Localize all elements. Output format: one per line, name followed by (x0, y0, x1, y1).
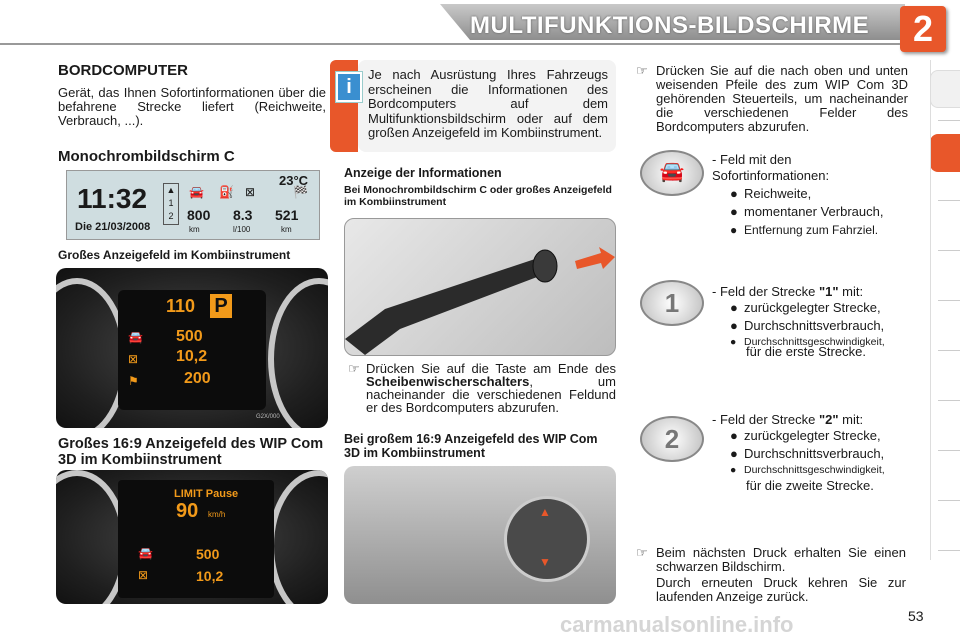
photo-code: G2X/000 (256, 414, 280, 420)
field1-item-text: Entfernung zum Fahrziel. (744, 223, 879, 237)
field1-item: ● momentaner Verbrauch, (730, 204, 884, 219)
field2-tail: für die erste Strecke. (746, 344, 866, 359)
wip-heading-left: Großes 16:9 Anzeigefeld des WIP Com 3D im Kombiinstrument (58, 436, 324, 468)
field3-item-text: Durchschnittsverbrauch, (744, 446, 885, 461)
lcd-screen (118, 290, 266, 410)
tab-divider (938, 500, 960, 501)
tab-divider (938, 250, 960, 251)
car-icon: 🚘 (138, 546, 153, 560)
press-text-end: , um nacheinander die verschiedenen Feldund er des Bordcomputers abzurufen. (366, 374, 616, 415)
field1-item-text: momentaner Verbrauch, (744, 204, 884, 219)
wip-control-knob (504, 496, 590, 582)
bottom-text-2: Durch erneuten Druck kehren Sie zur laufenden Anzeige zurück. (656, 575, 906, 604)
press-bold: Scheibenwischerschalters (366, 374, 530, 389)
field1-title: - Feld mit den Sofortinformationen: (712, 152, 830, 183)
field2-item-text: Durchschnittsgeschwindigkeit, (744, 336, 885, 348)
wip-speed-unit: km/h (208, 510, 226, 519)
field1-item: ● Reichweite, (730, 186, 812, 201)
tab-divider (938, 300, 960, 301)
field1-item-text: Reichweite, (744, 186, 812, 201)
section-heading: BORDCOMPUTER (58, 62, 188, 79)
car-icon: 🚘 (128, 330, 143, 344)
instrument-cluster-photo (56, 268, 328, 428)
right-top-text: Drücken Sie auf die nach oben und unten weisenden Pfeile des zum WIP Com 3D gehörenden Steuerteils, um nacheinander die verschiedenen Felder des Bordcomputers abzurufen. (656, 63, 908, 134)
watermark: carmanualsonline.info (560, 612, 794, 637)
field2-item: ● Durchschnittsverbrauch, (730, 318, 885, 333)
gauge-right (268, 470, 328, 604)
field1-title-text: Feld mit den Sofortinformationen: (712, 152, 830, 183)
field3-item-text: zurückgelegter Strecke, (744, 428, 881, 443)
mono-unit-3: km (281, 225, 292, 234)
up-arrow-icon: ▲ (539, 505, 551, 519)
field3-item: ● Durchschnittsverbrauch, (730, 446, 885, 461)
arrow-icon (575, 247, 615, 269)
page-number: 53 (908, 608, 924, 624)
field3-title: - Feld der Strecke "2" mit: (712, 412, 864, 427)
page-title: MULTIFUNKTIONS-BILDSCHIRME (470, 12, 870, 39)
field2-prefix: Feld der Strecke (719, 284, 819, 299)
intro-text: Gerät, das Ihnen Sofortinformationen über die befahrene Strecke liefert (Reichweite, Verbrauch, ...). (58, 85, 326, 128)
hand-icon: ☞ (636, 545, 648, 560)
field2-key: "1" (818, 284, 839, 299)
lcd-value-1: 500 (176, 328, 203, 345)
gauge-right (268, 278, 328, 428)
chapter-badge: 2 (900, 6, 946, 52)
mono-trip-selector: ▲ 1 2 (163, 183, 179, 225)
press-instruction (366, 362, 616, 414)
mono-heading: Monochrombildschirm C (58, 148, 235, 165)
lcd-gear: P (210, 294, 232, 318)
field3-item: ● zurückgelegter Strecke, (730, 428, 881, 443)
anzeige-heading: Anzeige der Informationen (344, 166, 502, 180)
info-icon: i (336, 72, 362, 102)
tab-divider (938, 200, 960, 201)
mono-display (66, 170, 320, 240)
trip-2-icon: 2 (640, 416, 704, 462)
field3-key: "2" (818, 412, 839, 427)
down-arrow-icon: ▼ (539, 555, 551, 569)
mono-value-2: 8.3 (233, 207, 253, 223)
tab-rail (930, 60, 931, 560)
car-icon: 🚘 (640, 150, 704, 196)
mono-date: Die 21/03/2008 (75, 221, 151, 233)
field2-item-text: zurückgelegter Strecke, (744, 300, 881, 315)
mono-temp: 23°C (279, 173, 309, 188)
chapter-tab[interactable] (930, 70, 960, 108)
fuel-icon: ⛽ (219, 185, 234, 199)
cross-icon: ⊠ (128, 352, 139, 366)
wip-value-1: 500 (196, 546, 220, 562)
lcd-speed: 110 (166, 296, 196, 316)
mono-value-3: 521 (275, 207, 299, 223)
wiper-stalk-drawing (345, 219, 615, 355)
wip-cluster-photo (56, 470, 328, 604)
car-icon: 🚘 (189, 185, 204, 199)
lcd-value-3: 200 (184, 370, 211, 387)
tab-divider (938, 450, 960, 451)
field3-tail: für die zweite Strecke. (746, 478, 874, 493)
anzeige-subheading: Bei Monochrombildschirm C oder großes Anzeigefeld im Kombiinstrument (344, 184, 612, 208)
info-note-text: Je nach Ausrüstung Ihres Fahrzeugs erscheinen die Informationen des Bordcomputers auf dem Multifunktionsbildschirm oder auf dem großen Anzeigefeld im Kombiinstrument. (368, 67, 608, 140)
mono-value-1: 800 (187, 207, 211, 223)
field2-item: ● Durchschnittsgeschwindigkeit, (730, 336, 885, 348)
chapter-tab-active[interactable] (930, 134, 960, 172)
runner-icon: ⚑ (128, 374, 139, 388)
mono-unit-2: l/100 (233, 225, 251, 234)
press-text-start: Drücken Sie auf die Taste am Ende des (366, 361, 616, 376)
wip-limit: LIMIT Pause (174, 488, 239, 500)
field3-item: ● Durchschnittsgeschwindigkeit, (730, 464, 885, 476)
trip-1-icon: 1 (640, 280, 704, 326)
field2-suffix: mit: (838, 284, 864, 299)
field2-item-text: Durchschnittsverbrauch, (744, 318, 885, 333)
field2-item: ● zurückgelegter Strecke, (730, 300, 881, 315)
wip-control-photo (344, 466, 616, 604)
flag-icon: 🏁 (293, 185, 308, 199)
tab-divider (938, 400, 960, 401)
field3-prefix: Feld der Strecke (719, 412, 819, 427)
field1-item: ● Entfernung zum Fahrziel. (730, 223, 879, 237)
bottom-text-1: Beim nächsten Druck erhalten Sie einen schwarzen Bildschirm. (656, 545, 906, 574)
field2-title: - Feld der Strecke "1" mit: (712, 284, 864, 299)
cross-icon: ⊠ (245, 185, 256, 199)
wip-speed: 90 (176, 500, 199, 522)
large-display-caption: Großes Anzeigefeld im Kombiinstrument (58, 248, 291, 262)
mono-unit-1: km (189, 225, 200, 234)
tab-divider (938, 120, 960, 121)
tab-divider (938, 350, 960, 351)
wip-heading-middle: Bei großem 16:9 Anzeigefeld des WIP Com 3D im Kombiinstrument (344, 432, 598, 460)
tab-divider (938, 550, 960, 551)
hand-icon: ☞ (636, 63, 648, 78)
wip-lcd-screen (118, 480, 274, 598)
mono-time: 11:32 (77, 183, 148, 214)
lcd-value-2: 10,2 (176, 348, 208, 365)
wiper-stalk-photo (344, 218, 616, 356)
field3-item-text: Durchschnittsgeschwindigkeit, (744, 464, 885, 476)
field3-suffix: mit: (838, 412, 864, 427)
cross-icon: ⊠ (138, 568, 149, 582)
hand-icon: ☞ (348, 361, 360, 376)
wip-value-2: 10,2 (196, 568, 224, 584)
